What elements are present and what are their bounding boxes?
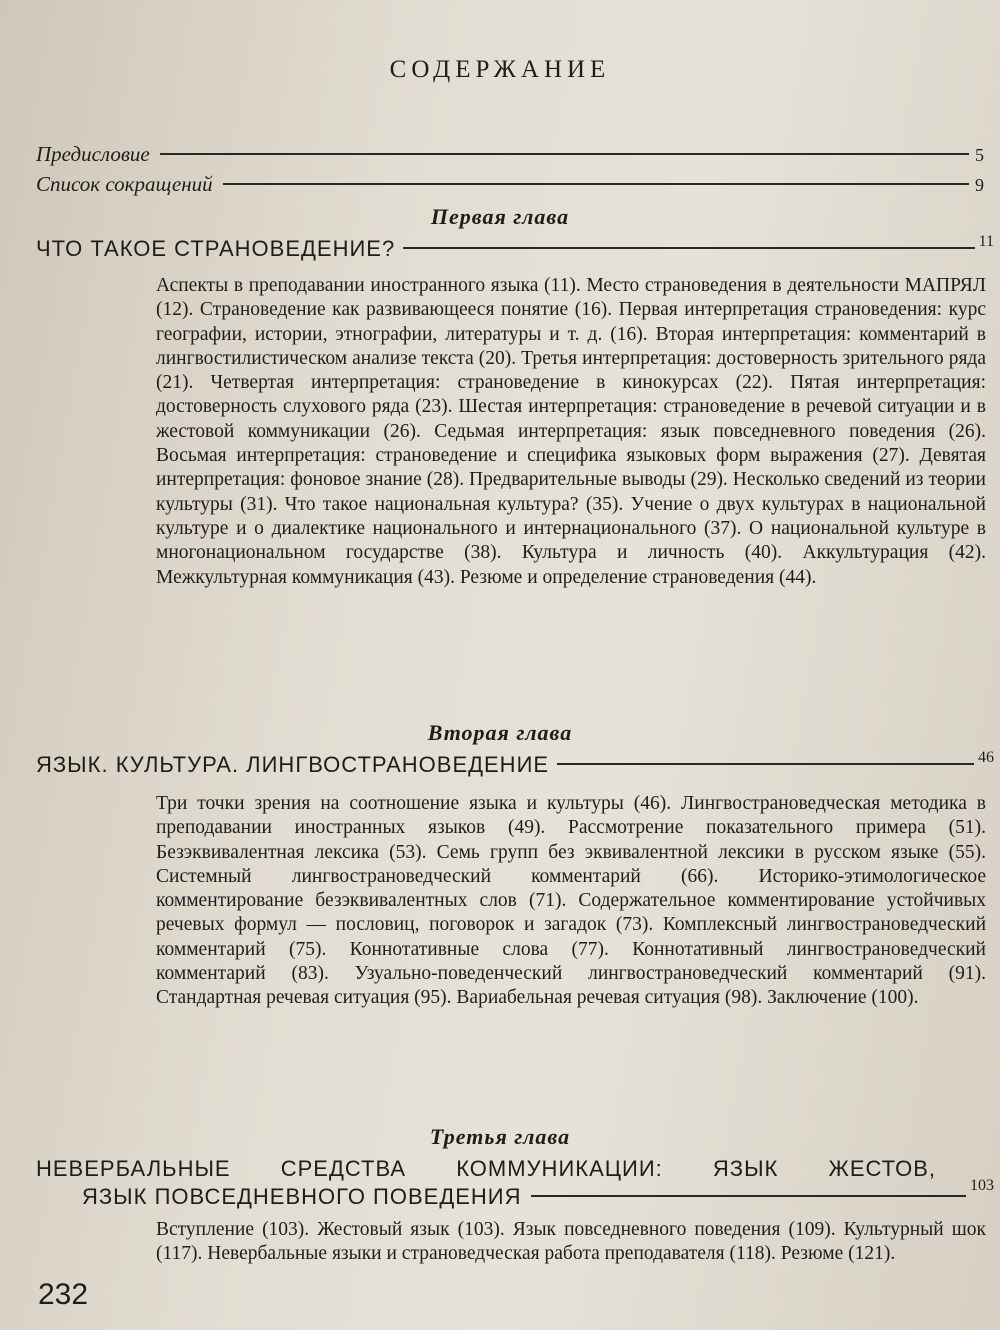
chapter-3-label: Третья глава [429,1124,571,1149]
chapter-1-title[interactable] [36,233,994,262]
page-number: 232 [38,1278,89,1311]
chapter-1-summary: Аспекты в преподавании иностранного языка (11). Место страноведения в деятельности МАПРЯЛ (12). Страноведение как развивающееся понятие (16). Первая интерпретация страноведения: курс географии, истории, этнографии, литературы и т. д. (16). Вторая интерпретация: комментарий в лингвостилистическом анализе текста (20). Третья интерпретация: достоверность зрительного ряда (21). Четвертая интерпретация: страноведение в кинокурсах (22). Пятая интерпретация: достоверность слухового ряда (23). Шестая интерпретация: страноведение в речевой ситуации и в жестовой коммуникации (26). Седьмая интерпретация: язык повседневного поведения (26). Восьмая интерпретация: страноведение и специфика языковых форм выражения (27). Девятая интерпретация: фоновое знание (28). Предварительные выводы (29). Несколько сведений из теории культуры (31). Что такое национальная культура? (35). Учение о двух культурах в национальной культуре и о диалектике национального и интернационального (37). О национальной культуре в многонациональном государстве (38). Культура и личность (40). Аккультурация (42). Межкультурная коммуникация (43). Резюме и определение страноведения (44). [156,275,986,588]
toc-entry-label: Предисловие [36,142,150,166]
chapter-title-text: ЯЗЫК ПОВСЕДНЕВНОГО ПОВЕДЕНИЯ [82,1184,522,1209]
page-title: СОДЕРЖАНИЕ [389,56,611,83]
toc-entry-label: Список сокращений [36,172,213,196]
chapter-page: 46 [978,749,994,766]
chapter-3-title-line1[interactable]: НЕВЕРБАЛЬНЫЕ СРЕДСТВА КОММУНИКАЦИИ: ЯЗЫК ЖЕСТОВ, [36,1156,936,1181]
chapter-title-text: ЧТО ТАКОЕ СТРАНОВЕДЕНИЕ? [36,236,396,261]
toc-entry-page: 9 [975,175,984,195]
chapter-page: 11 [978,233,994,250]
leader-rule [557,763,974,765]
leader-rule [403,247,974,249]
chapter-3-title-line2[interactable] [82,1177,994,1210]
chapter-2-title[interactable] [36,749,994,778]
leader-rule [531,1195,966,1197]
chapter-page: 103 [970,1177,994,1194]
chapter-3-summary: Вступление (103). Жестовый язык (103). Язык повседневного поведения (109). Культурный шок (117). Невербальные языки и страноведческая работа преподавателя (118). Резюме (121). [156,1219,986,1265]
toc-entry-preface[interactable] [36,142,984,167]
chapter-2-label: Вторая глава [427,720,573,745]
chapter-1-label: Первая глава [430,204,570,229]
toc-entry-page: 5 [975,145,984,165]
leader-rule [223,183,969,185]
chapter-2-summary: Три точки зрения на соотношение языка и культуры (46). Лингвострановедческая методика в преподавании иностранных языков (49). Рассмотрение показательного примера (51). Безэквивалентная лексика (53). Семь групп без эквивалентной лексики в русском языке (55). Системный лингвострановедческий комментарий (66). Историко-этимологическое комментирование безэквивалентных слов (71). Содержательное комментирование устойчивых речевых формул — пословиц, поговорок и загадок (73). Комплексный лингвострановедческий комментарий (75). Коннотативные слова (77). Коннотативный лингвострановедческий комментарий (83). Узуально-поведенческий лингвострановедческий комментарий (91). Стандартная речевая ситуация (95). Вариабельная речевая ситуация (98). Заключение (100). [156,793,986,1009]
leader-rule [160,153,969,155]
toc-entry-abbreviations[interactable] [36,172,984,197]
chapter-title-text: ЯЗЫК. КУЛЬТУРА. ЛИНГВОСТРАНОВЕДЕНИЕ [36,752,550,777]
